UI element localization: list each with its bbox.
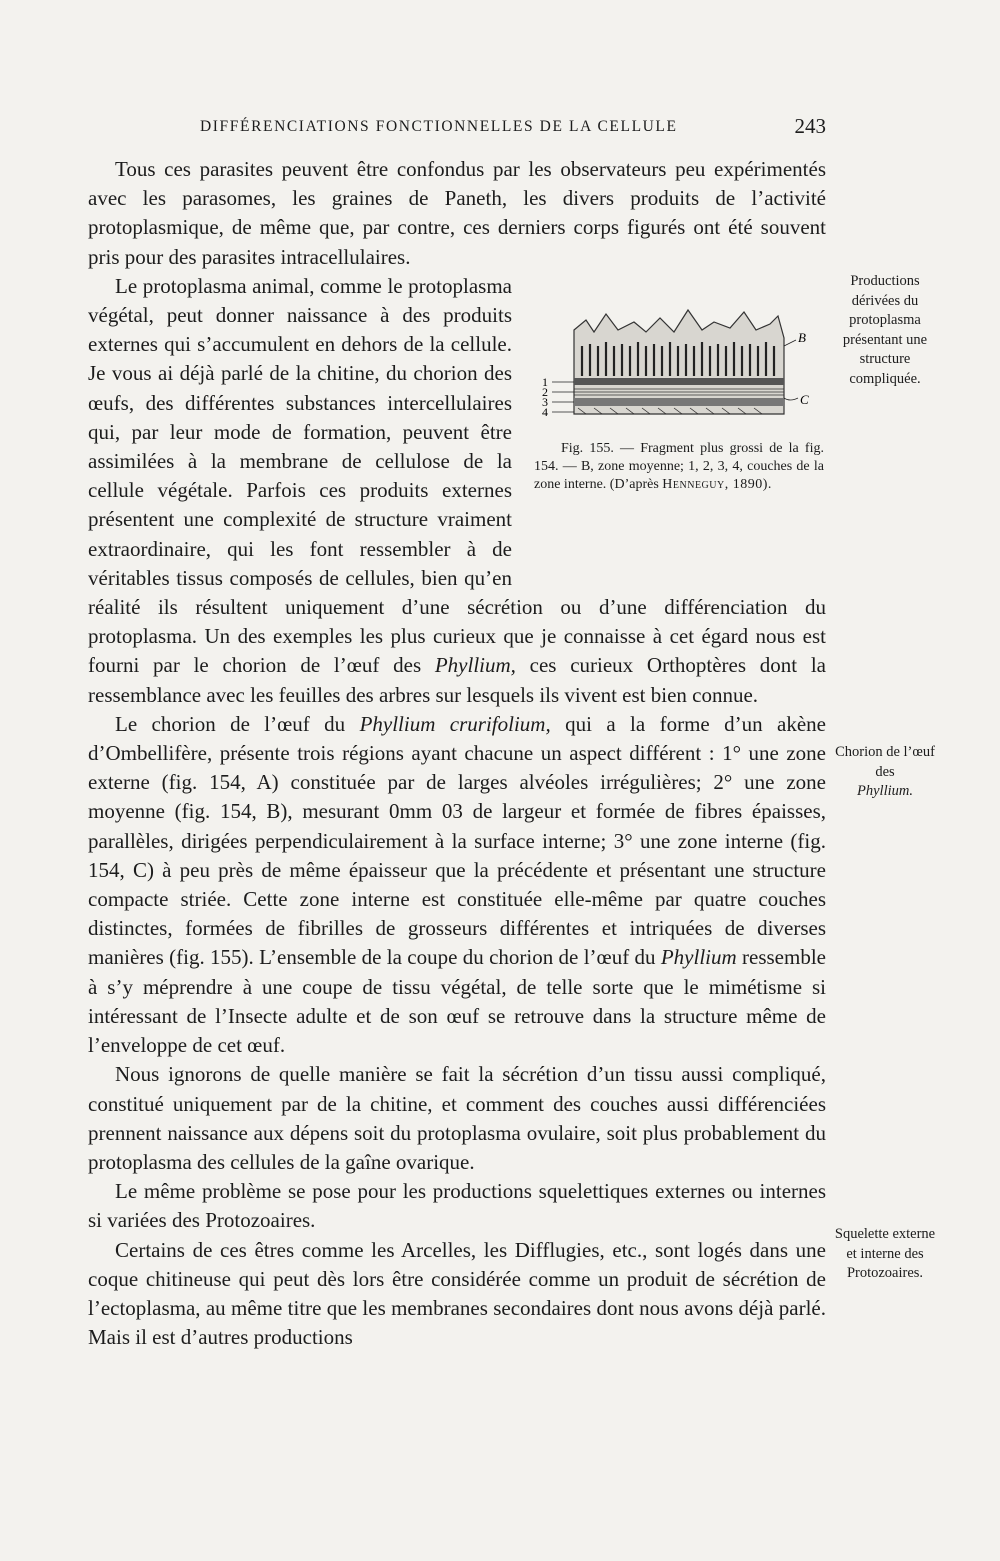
paragraph-5: Le même problème se pose pour les productions squelettiques externes ou internes si variées des Protozoaires. [88, 1179, 826, 1233]
paragraph-1: Tous ces parasites peuvent être confondus par les observateurs peu expérimentés avec les parasomes, les graines de Paneth, les divers produits de l’activité protoplasmique, de même que, par contre, ces derniers corps figurés ont été souvent pris pour des parasites intracellulaires. [88, 157, 826, 269]
figure-label-1: 1 [542, 374, 548, 389]
paragraph-3-italic-2: Phyllium [660, 945, 737, 970]
running-head: DIFFÉRENCIATIONS FONCTIONNELLES DE LA CELLULE [200, 118, 678, 135]
margin-note-squelette: Squelette externe et interne des Protozoaires. [834, 1226, 936, 1281]
paragraph-6: Certains de ces êtres comme les Arcelles, les Difflugies, etc., sont logés dans une coque chitineuse qui peut dès lors être considérée comme un produit de sécrétion de l’ectoplasma, au même titre que les membranes secondaires dont nous avons déjà parlé. Mais il est d’autres productions [88, 1237, 826, 1350]
paragraph-3 [88, 710, 826, 1060]
chorion-section-illustration [534, 302, 824, 432]
margin-note-productions: Productions dérivées du protoplasma présentant une structure compliquée. [842, 273, 928, 387]
paragraph-3-a: Le chorion de l’œuf du [115, 711, 360, 736]
figure-label-3: 3 [542, 394, 548, 409]
figure-caption-author: Henneguy, 1890). [662, 476, 772, 492]
figure-label-2: 2 [542, 384, 548, 399]
figure-label-c: C [800, 391, 809, 407]
page-number: 243 [794, 114, 826, 138]
margin-note-chorion [830, 743, 940, 802]
paragraph-4: Nous ignorons de quelle manière se fait la sécrétion d’un tissu aussi compliqué, constitué uniquement par de la chitine, et comment des couches aussi différenciées prennent naissance aux dépens soit du protoplasma ovulaire, soit plus probablement du protoplasma des cellules de la gaîne ovarique. [88, 1062, 826, 1174]
paragraph-3-c: ressemble à s’y méprendre à une coupe de tissu végétal, de telle sorte que le mimétisme si intéressant de l’Insecte adulte et de son œuf se retrouve dans la structure même de l’enveloppe de cet œuf. [88, 945, 826, 1058]
figure-label-4: 4 [542, 404, 548, 419]
paragraph-2-tail: ces curieux Orthoptères dont la ressemblance avec les feuilles des arbres sur lesquels ils vivent est bien connue. [88, 653, 826, 707]
paragraph-2-italic: Phyllium, [434, 653, 516, 678]
margin-note-chorion-text: Chorion de l’œuf des [835, 744, 935, 780]
body-text [88, 155, 826, 1352]
paragraph-2 [88, 272, 826, 710]
figure-caption-text: Fig. 155. — Fragment plus grossi de la fig. 154. — B, zone moyenne; 1, 2, 3, 4, couches de la zone interne. (D’après [534, 440, 824, 492]
figure-label-b: B [798, 329, 806, 345]
margin-note-chorion-italic: Phyllium. [857, 783, 913, 799]
figure-caption [534, 440, 824, 494]
figure-155 [526, 272, 826, 582]
paragraph-2-text: Le protoplasma animal, comme le protoplasma végétal, peut donner naissance à des produits externes qui s’accumulent en dehors de la cellule. Je vous ai déjà parlé de la chitine, du chorion des œufs, des différentes substances intercellulaires qui, par leur mode de formation, peuvent être assimilées à la membrane de cellulose de la cellule végétale. Parfois ces produits externes présentent une complexité de structure vraiment extraordinaire, qui les font ressembler à de véritables tissus composés de cellules, bien qu’en réalité ils résultent uniquement d’une sécrétion ou d’une différenciation du protoplasma. Un des exemples les plus curieux que je connaisse à cet égard nous est fourni par le chorion de l’œuf des [88, 273, 826, 678]
paragraph-3-b: qui a la forme d’un akène d’Ombellifère, présente trois régions ayant chacune un aspect différent : 1° une zone externe (fig. 154, A) constituée par de larges alvéoles irrégulières; 2° une zone moyenne (fig. 154, B), mesurant 0mm 03 de largeur et formée de fibres épaisses, parallèles, dirigées perpendiculairement à la surface interne; 3° une zone interne (fig. 154, C) à peu près de même épaisseur que la précédente et présentant une structure compacte striée. Cette zone interne est constituée elle-même par quatre couches distinctes, formées de fibrilles de grosseurs différentes et intriquées de diverses manières (fig. 155). L’ensemble de la coupe du chorion de l’œuf du [88, 711, 826, 970]
paragraph-3-italic-1: Phyllium crurifolium, [359, 711, 551, 736]
